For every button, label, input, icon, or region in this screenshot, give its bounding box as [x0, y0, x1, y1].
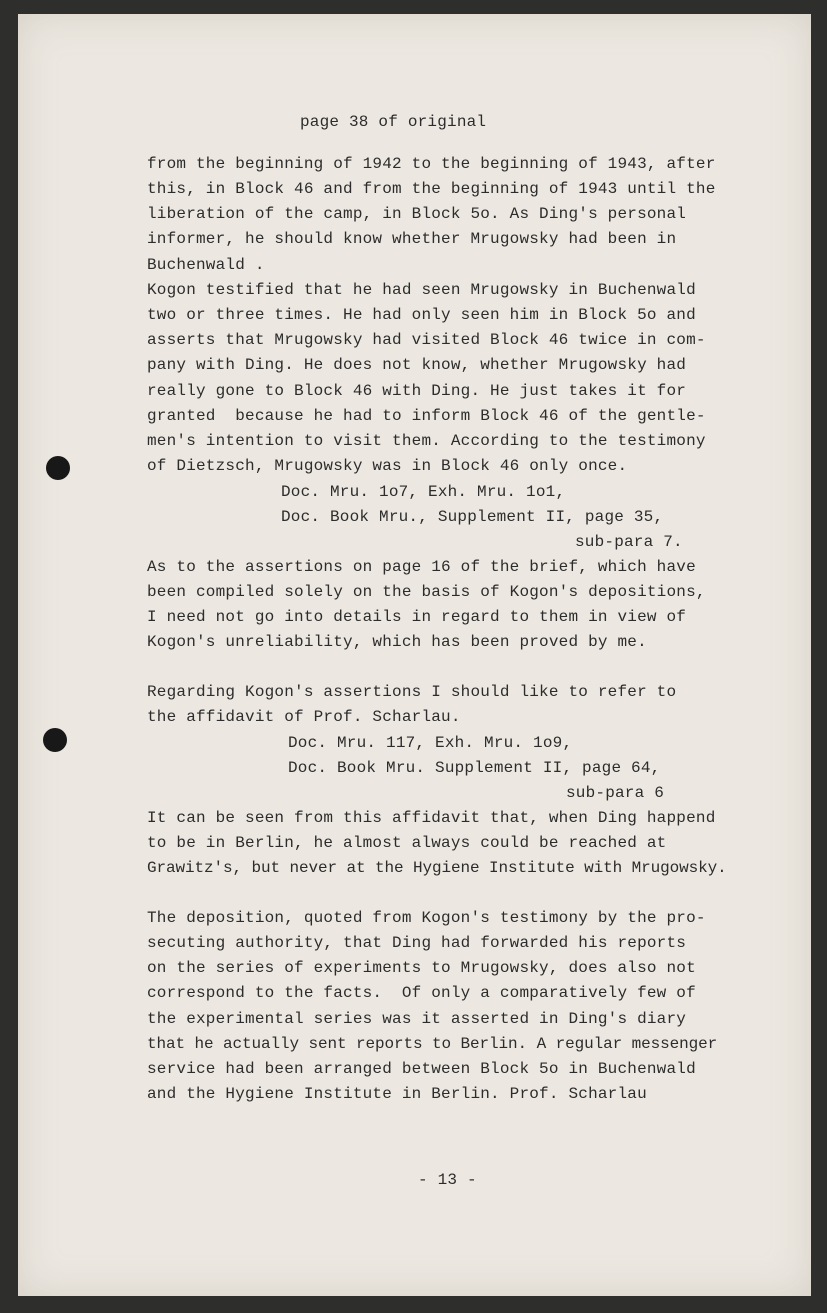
- text-line: liberation of the camp, in Block 5o. As Ding's personal: [147, 205, 687, 223]
- text-line: the experimental series was it asserted in Ding's diary: [147, 1010, 687, 1028]
- citation-line: Doc. Book Mru. Supplement II, page 64,: [288, 759, 661, 777]
- text-line: pany with Ding. He does not know, whether Mrugowsky had: [147, 356, 687, 374]
- citation-line: sub-para 6: [566, 784, 665, 802]
- text-line: Regarding Kogon's assertions I should like to refer to: [147, 683, 677, 701]
- text-line: informer, he should know whether Mrugowsky had been in: [147, 230, 677, 248]
- text-line: the affidavit of Prof. Scharlau.: [147, 708, 461, 726]
- text-line: Buchenwald .: [147, 256, 265, 274]
- text-line: on the series of experiments to Mrugowsky, does also not: [147, 959, 696, 977]
- text-line: The deposition, quoted from Kogon's testimony by the pro-: [147, 909, 706, 927]
- page-header: page 38 of original: [300, 113, 487, 131]
- text-line: correspond to the facts. Of only a comparatively few of: [147, 984, 696, 1002]
- citation-line: Doc. Book Mru., Supplement II, page 35,: [281, 508, 664, 526]
- text-line: Kogon testified that he had seen Mrugowsky in Buchenwald: [147, 281, 696, 299]
- text-line: that he actually sent reports to Berlin. A regular messenger: [147, 1035, 718, 1053]
- text-line: Grawitz's, but never at the Hygiene Institute with Mrugowsky.: [147, 859, 727, 877]
- punch-hole-lower: [43, 728, 67, 752]
- citation-line: sub-para 7.: [575, 533, 683, 551]
- text-line: men's intention to visit them. According to the testimony: [147, 432, 706, 450]
- citation-line: Doc. Mru. 1o7, Exh. Mru. 1o1,: [281, 483, 566, 501]
- citation-line: Doc. Mru. 117, Exh. Mru. 1o9,: [288, 734, 573, 752]
- text-line: this, in Block 46 and from the beginning of 1943 until the: [147, 180, 716, 198]
- text-line: As to the assertions on page 16 of the brief, which have: [147, 558, 696, 576]
- text-line: secuting authority, that Ding had forwarded his reports: [147, 934, 687, 952]
- text-line: and the Hygiene Institute in Berlin. Prof. Scharlau: [147, 1085, 647, 1103]
- text-line: granted because he had to inform Block 46 of the gentle-: [147, 407, 706, 425]
- punch-hole-upper: [46, 456, 70, 480]
- text-line: asserts that Mrugowsky had visited Block 46 twice in com-: [147, 331, 706, 349]
- text-line: I need not go into details in regard to them in view of: [147, 608, 687, 626]
- text-line: been compiled solely on the basis of Kogon's depositions,: [147, 583, 706, 601]
- text-line: really gone to Block 46 with Ding. He just takes it for: [147, 382, 687, 400]
- page-number: - 13 -: [418, 1171, 477, 1189]
- text-line: of Dietzsch, Mrugowsky was in Block 46 only once.: [147, 457, 628, 475]
- text-line: service had been arranged between Block 5o in Buchenwald: [147, 1060, 696, 1078]
- text-line: It can be seen from this affidavit that, when Ding happend: [147, 809, 716, 827]
- text-line: two or three times. He had only seen him in Block 5o and: [147, 306, 696, 324]
- text-line: from the beginning of 1942 to the beginning of 1943, after: [147, 155, 716, 173]
- text-line: Kogon's unreliability, which has been proved by me.: [147, 633, 647, 651]
- text-line: to be in Berlin, he almost always could be reached at: [147, 834, 667, 852]
